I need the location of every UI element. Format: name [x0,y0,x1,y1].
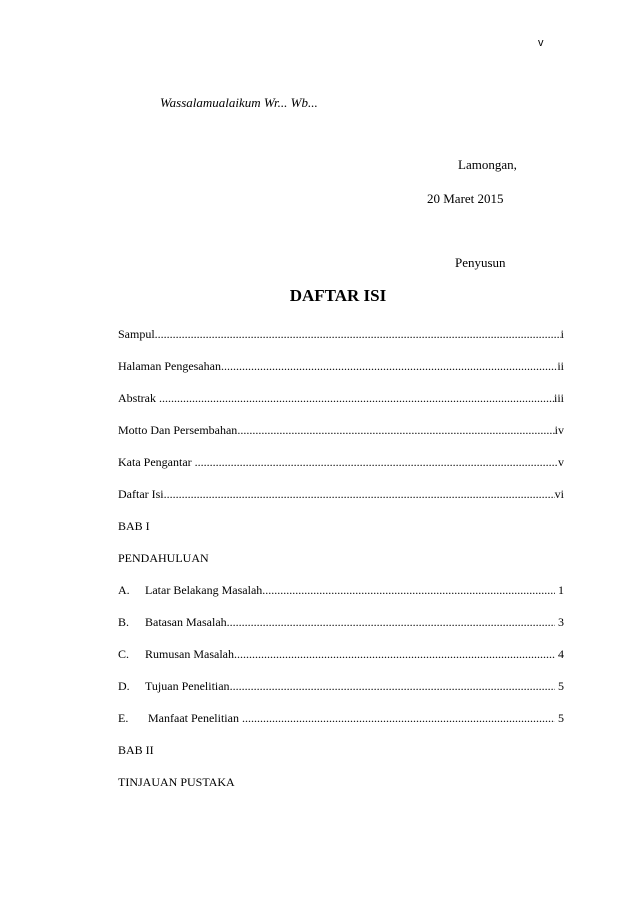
toc-entry-leader-dots [227,606,555,638]
toc-entry-prefix: E. [118,711,129,725]
toc-entry-page: 5 [555,679,564,693]
toc-entry-label: Batasan Masalah [145,615,227,629]
toc-entry-page: 1 [555,583,564,597]
toc-entry-leader-dots [237,414,554,446]
toc-entry-label: Kata Pengantar [118,455,195,469]
toc-entry [118,446,564,478]
toc-entry-leader-dots [262,574,555,606]
toc-entry-prefix: A. [118,583,130,597]
toc-entry-label: Sampul [118,327,155,341]
toc-entry-leader-dots [164,478,555,510]
toc-entry [118,574,564,606]
toc-entry-label: Tujuan Penelitian [145,679,230,693]
toc-entry-leader-dots [155,318,561,350]
toc-entry [118,382,564,414]
toc-entry-page: iv [554,423,564,437]
signature-place: Lamongan, [458,157,517,172]
toc-section-heading: PENDAHULUAN [118,551,209,565]
toc-entry-label: Manfaat Penelitian [145,711,242,725]
toc-entry [118,606,564,638]
toc-entry [118,478,564,510]
toc-entry-label: Motto Dan Persembahan [118,423,238,437]
toc-entry-leader-dots [221,350,557,382]
toc-entry-label: Daftar Isi [118,487,164,501]
toc-entry [118,414,564,446]
toc-entry [118,350,564,382]
closing-greeting: Wassalamualaikum Wr... Wb... [160,95,318,110]
table-of-contents [118,318,564,798]
toc-entry-label: Rumusan Masalah [145,647,234,661]
toc-entry-label: Latar Belakang Masalah [145,583,263,597]
toc-title: DAFTAR ISI [289,286,387,305]
toc-entry-page: iii [553,391,564,405]
toc-entry-prefix: B. [118,615,130,629]
toc-entry-page: ii [557,359,564,373]
toc-entry-page: 3 [555,615,564,629]
toc-entry-page: 4 [555,647,564,661]
toc-entry-page: vi [554,487,564,501]
toc-entry-label: Abstrak [118,391,159,405]
toc-entry-prefix: C. [118,647,130,661]
toc-entry-page: 5 [555,711,564,725]
toc-section-heading: TINJAUAN PUSTAKA [118,775,235,789]
toc-section-heading: BAB II [118,743,154,757]
signature-role: Penyusun [455,255,506,270]
toc-entry-leader-dots [159,382,554,414]
toc-entry-leader-dots [242,702,555,734]
toc-entry [118,702,564,734]
toc-entry [118,670,564,702]
toc-entry-prefix: D. [118,679,130,693]
toc-entry-leader-dots [234,638,555,670]
toc-entry-leader-dots [195,446,558,478]
page-number: v [538,37,544,49]
toc-entry-label: Halaman Pengesahan [118,359,221,373]
toc-entry-page: i [560,327,564,341]
toc-entry-leader-dots [230,670,555,702]
toc-entry [118,318,564,350]
toc-section-heading: BAB I [118,519,150,533]
toc-entry-page: v [558,455,564,469]
toc-entry [118,638,564,670]
signature-date: 20 Maret 2015 [427,191,504,206]
